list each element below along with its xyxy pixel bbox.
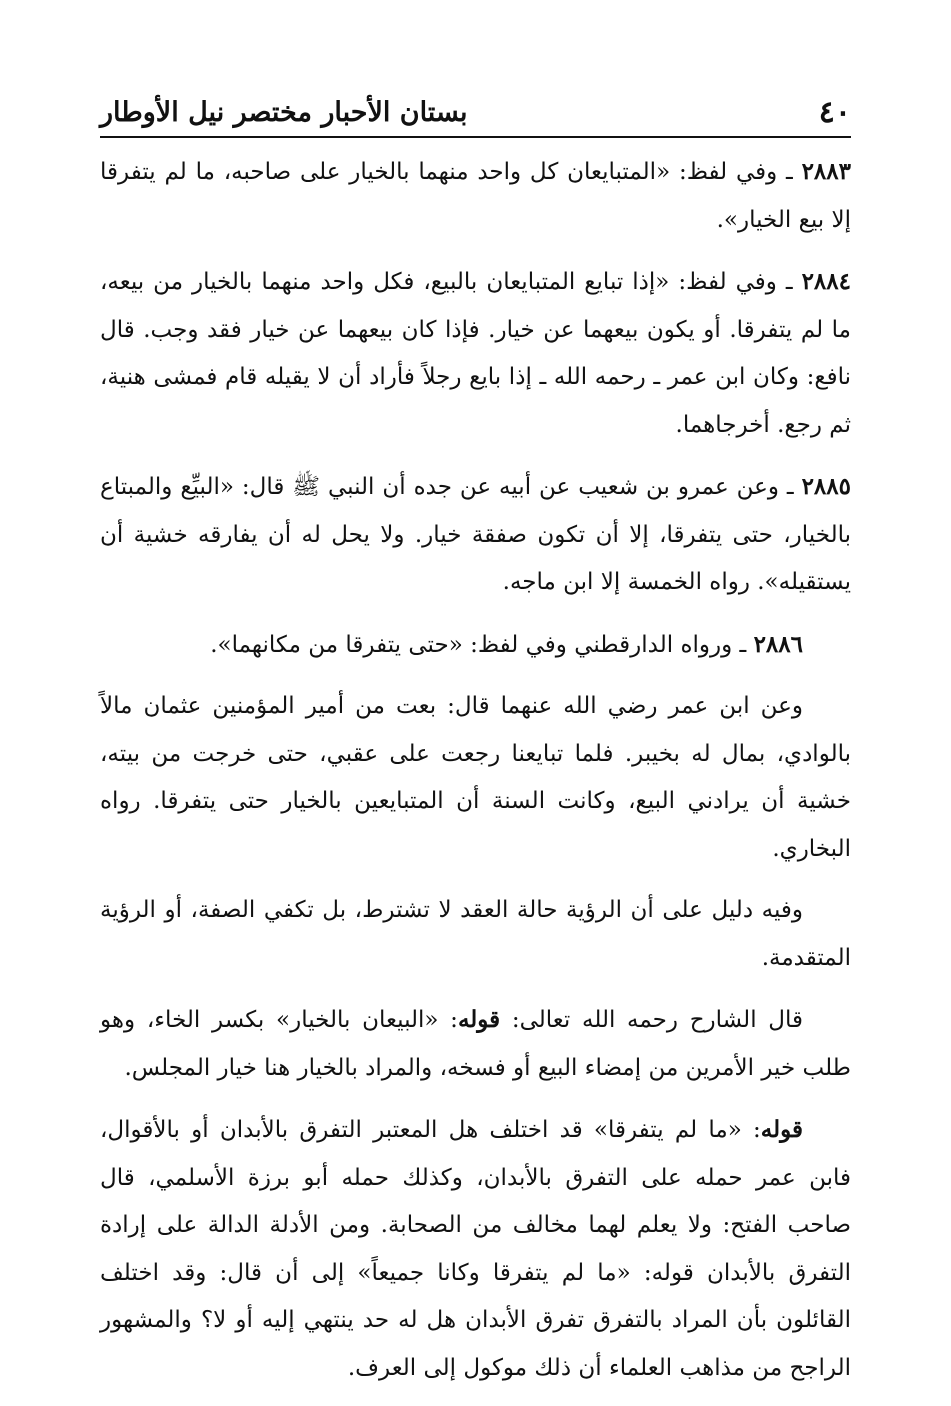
paragraph-lead: قال الشارح رحمه الله تعالى: (500, 1007, 803, 1033)
paragraph-text: ـ ورواه الدارقطني وفي لفظ: «حتى يتفرقا من مكانهما». (210, 631, 754, 658)
paragraph-text: ـ وفي لفظ: «إذا تبايع المتبايعان بالبيع، فكل واحد منهما بالخيار من بيعه، ما لم يتفرقا. أو يكون بيعهما عن خيار. فإذا كان بيعهما عن خيار فقد وجب. قال نافع: وكان ابن عمر ـ رحمه الله ـ إذا بايع رجلاً فأراد أن لا يقيله قام فمشى هنية، ثم رجع. أخرجاهما. (100, 269, 851, 438)
paragraph-text: وفيه دليل على أن الرؤية حالة العقد لا تشترط، بل تكفي الصفة، أو الرؤية المتقدمة. (100, 897, 851, 971)
hadith-number: ٢٨٨٣ (801, 158, 851, 185)
keyword-qawluhu: قوله (457, 1006, 501, 1033)
text-paragraph (100, 683, 851, 873)
paragraph-text: وعن ابن عمر رضي الله عنهما قال: بعت من أمير المؤمنين عثمان مالاً بالوادي، بمال له بخيبر. فلما تبايعنا رجعت على عقبي، حتى خرجت من بيته، خشية أن يرادني البيع، وكانت السنة أن المتبايعين بالخيار حتى يتفرقا. رواه البخاري. (100, 693, 851, 862)
commentary-paragraph (100, 1106, 851, 1392)
text-paragraph (100, 887, 851, 982)
paragraph-text: : «البيعان بالخيار» بكسر الخاء، وهو طلب خير الأمرين من إمضاء البيع أو فسخه، والمراد بالخيار هنا خيار المجلس. (100, 1007, 851, 1081)
page-body (100, 148, 851, 1406)
hadith-paragraph (100, 258, 851, 449)
book-title: بستان الأحبار مختصر نيل الأوطار (100, 96, 468, 128)
paragraph-text: ـ وفي لفظ: «المتبايعان كل واحد منهما بالخيار على صاحبه، ما لم يتفرقا إلا بيع الخيار». (100, 159, 851, 233)
page-header (100, 88, 851, 138)
page-number: ٤٠ (818, 94, 851, 130)
keyword-qawluhu: قوله (760, 1116, 803, 1143)
hadith-number: ٢٨٨٥ (801, 473, 851, 500)
hadith-paragraph (100, 148, 851, 244)
hadith-number: ٢٨٨٦ (753, 630, 803, 658)
paragraph-text: : «ما لم يتفرقا» قد اختلف هل المعتبر التفرق بالأبدان أو بالأقوال، فابن عمر حمله على التفرق بالأبدان، وكذلك حمله أبو برزة الأسلمي، قال صاحب الفتح: ولا يعلم لهما مخالف من الصحابة. ومن الأدلة الدالة على إرادة التفرق بالأبدان قوله: «ما لم يتفرقا وكانا جميعاً» إلى أن قال: وقد اختلف القائلون بأن المراد بالتفرق تفرق الأبدان هل له حد ينتهي إليه أو لا؟ والمشهور الراجح من مذاهب العلماء أن ذلك موكول إلى العرف. (100, 1117, 851, 1381)
commentary-paragraph (100, 996, 851, 1092)
paragraph-text: ـ وعن عمرو بن شعيب عن أبيه عن جده أن النبي ﷺ قال: «البيِّع والمبتاع بالخيار، حتى يتفرقا، إلا أن تكون صفقة خيار. ولا يحل له أن يفارقه خشية أن يستقيله». رواه الخمسة إلا ابن ماجه. (100, 474, 851, 595)
hadith-paragraph (100, 621, 851, 670)
hadith-number: ٢٨٨٤ (801, 268, 851, 295)
hadith-paragraph (100, 463, 851, 607)
